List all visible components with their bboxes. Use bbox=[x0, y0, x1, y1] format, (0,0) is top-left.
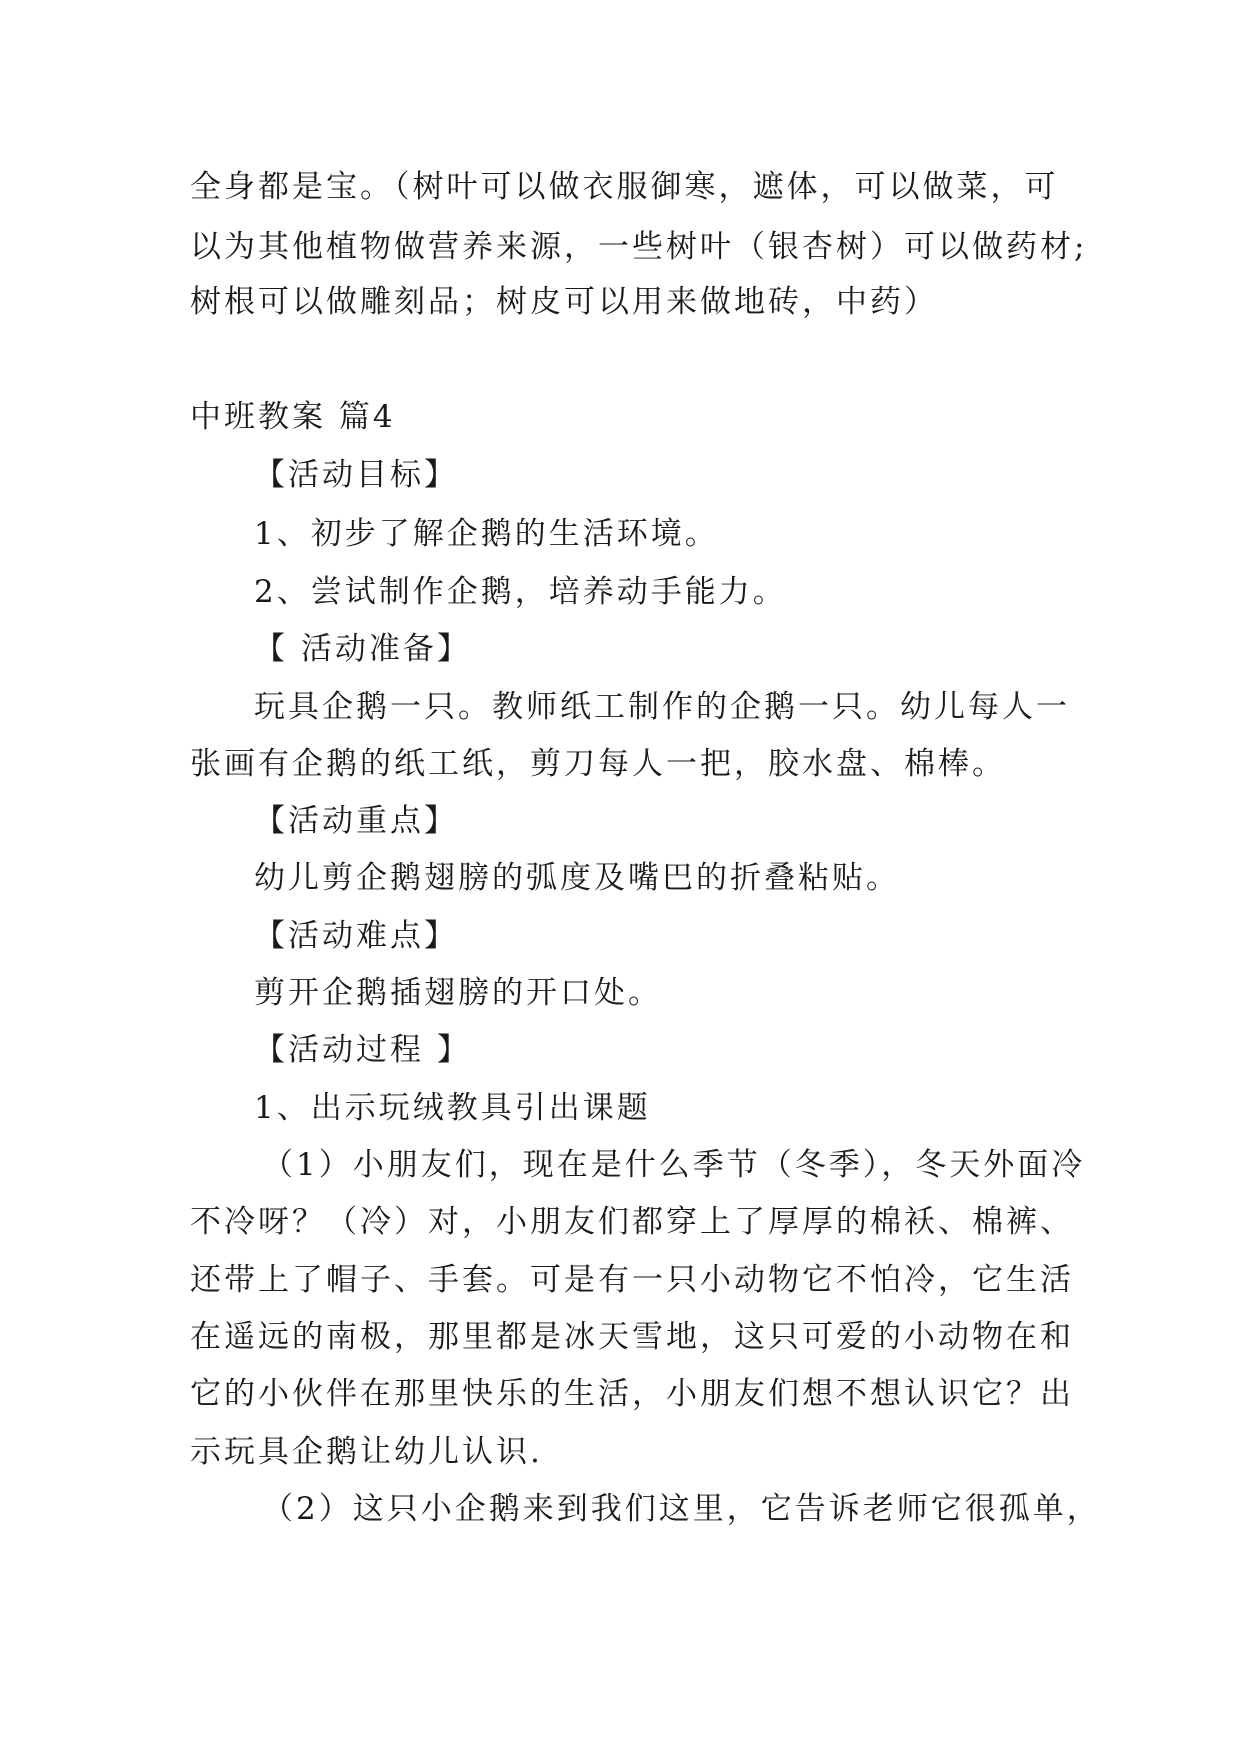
prep-line-1: 玩具企鹅一只。教师纸工制作的企鹅一只。幼儿每人一 bbox=[254, 689, 1070, 725]
difficulty-heading: 【活动难点】 bbox=[254, 918, 458, 954]
process-heading: 【活动过程 】 bbox=[254, 1032, 471, 1068]
para-1-line-3: 还带上了帽子、手套。可是有一只小动物它不怕冷，它生活 bbox=[190, 1262, 1074, 1298]
para-2-line-1: （2）这只小企鹅来到我们这里，它告诉老师它很孤单， bbox=[262, 1491, 1101, 1527]
goal-heading: 【活动目标】 bbox=[254, 457, 458, 493]
intro-line-1: 全身都是宝。（树叶可以做衣服御寒，遮体，可以做菜，可 bbox=[190, 169, 1059, 205]
key-text: 幼儿剪企鹅翅膀的弧度及嘴巴的折叠粘贴。 bbox=[254, 860, 900, 896]
para-1-line-1: （1）小朋友们，现在是什么季节（冬季），冬天外面冷 bbox=[262, 1147, 1086, 1183]
intro-line-2: 以为其他植物做营养来源，一些树叶（银杏树）可以做药材; bbox=[190, 229, 1088, 265]
para-1-line-2: 不冷呀？（冷）对，小朋友们都穿上了厚厚的棉袄、棉裤、 bbox=[190, 1204, 1074, 1240]
key-heading: 【活动重点】 bbox=[254, 803, 458, 839]
goal-item-1: 1、初步了解企鹅的生活环境。 bbox=[254, 516, 719, 552]
difficulty-text: 剪开企鹅插翅膀的开口处。 bbox=[254, 975, 662, 1011]
para-1-line-4: 在遥远的南极，那里都是冰天雪地，这只可爱的小动物在和 bbox=[190, 1319, 1074, 1355]
prep-line-2: 张画有企鹅的纸工纸，剪刀每人一把，胶水盘、棉棒。 bbox=[190, 746, 1006, 782]
process-step-1: 1、出示玩绒教具引出课题 bbox=[254, 1090, 651, 1126]
intro-line-3: 树根可以做雕刻品；树皮可以用来做地砖，中药） bbox=[190, 284, 938, 320]
prep-heading: 【 活动准备】 bbox=[254, 631, 471, 667]
goal-item-2: 2、尝试制作企鹅，培养动手能力。 bbox=[254, 574, 787, 610]
para-1-line-6: 示玩具企鹅让幼儿认识. bbox=[190, 1434, 543, 1470]
section-title: 中班教案 篇4 bbox=[190, 399, 396, 435]
para-1-line-5: 它的小伙伴在那里快乐的生活，小朋友们想不想认识它？出 bbox=[190, 1376, 1074, 1412]
